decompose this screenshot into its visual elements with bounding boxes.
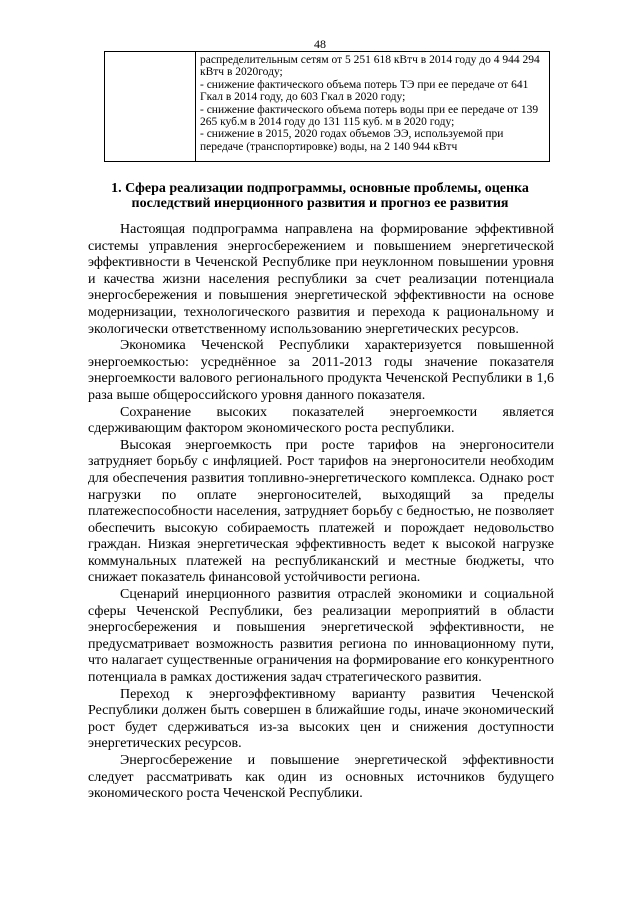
table-fragment xyxy=(104,51,550,162)
paragraph: Сохранение высоких показателей энергоемкости является сдерживающим фактором экономического роста республики. xyxy=(88,404,554,437)
paragraph: Высокая энергоемкость при росте тарифов на энергоносители затрудняет борьбу с инфляцией. Рост тарифов на энергоносители необходим для обеспечения развития топливно-энергетического комплекса. Однако рост нагрузки по оплате энергоносителей, выходящий за пределы платежеспособности населения, затрудняет борьбу с бедностью, не позволяет обеспечить высокую собираемость платежей и порождает недовольство граждан. Низкая энергетическая эффективность ведет к высокой нагрузке коммунальных платежей на республиканский и местные бюджеты, что снижает показатель финансовой устойчивости региона. xyxy=(88,437,554,586)
section-body xyxy=(88,222,554,803)
table-left-cell xyxy=(105,52,196,161)
paragraph: Экономика Чеченской Республики характеризуется повышенной энергоемкостью: усреднённое за 2011-2013 годы значение показателя энергоемкости валового регионального продукта Чеченской Республики в 1,6 раза выше общероссийского уровня данного показателя. xyxy=(88,338,554,403)
table-right-cell: распределительным сетям от 5 251 618 кВтч в 2014 году до 4 944 294 кВтч в 2020году; - снижение фактического объема потерь ТЭ при ее передаче от 641 Гкал в 2014 году, до 603 Гкал в 2020 году; - снижение фактического объема потерь воды при ее передаче от 139 265 куб.м в 2014 году до 131 115 куб. м в 2020 году; - снижение в 2015, 2020 годах объемов ЭЭ, используемой при передаче (транспортировке) воды, на 2 140 944 кВтч xyxy=(200,54,540,153)
section-title: 1. Сфера реализации подпрограммы, основные проблемы, оценка последствий инерционного развития и прогноз ее развития xyxy=(111,181,529,211)
paragraph: Сценарий инерционного развития отраслей экономики и социальной сферы Чеченской Республики, без реализации мероприятий в области энергосбережения и повышения энергетической эффективности, не предусматривает возможность развития региона по инновационному пути, что налагает существенные ограничения на формирование его конкурентного потенциала в рамках достижения задач стратегического развития. xyxy=(88,587,554,686)
paragraph: Энергосбережение и повышение энергетической эффективности следует рассматривать как один из основных источников будущего экономического роста Чеченской Республики. xyxy=(88,753,554,802)
page-number: 48 xyxy=(314,37,326,51)
paragraph: Переход к энергоэффективному варианту развития Чеченской Республики должен быть совершен в ближайшие годы, иначе экономический рост будет сдерживаться из-за высоких цен и снижения доступности энергетических ресурсов. xyxy=(88,686,554,752)
paragraph: Настоящая подпрограмма направлена на формирование эффективной системы управления энергосбережением и повышением энергетической эффективности в Чеченской Республике при неуклонном повышении уровня и качества жизни населения республики за счет реализации потенциала энергосбережения и повышения энергетической эффективности на основе модернизации, технологического развития и перехода к рациональному и экологически ответственному использованию энергетических ресурсов. xyxy=(88,222,554,337)
